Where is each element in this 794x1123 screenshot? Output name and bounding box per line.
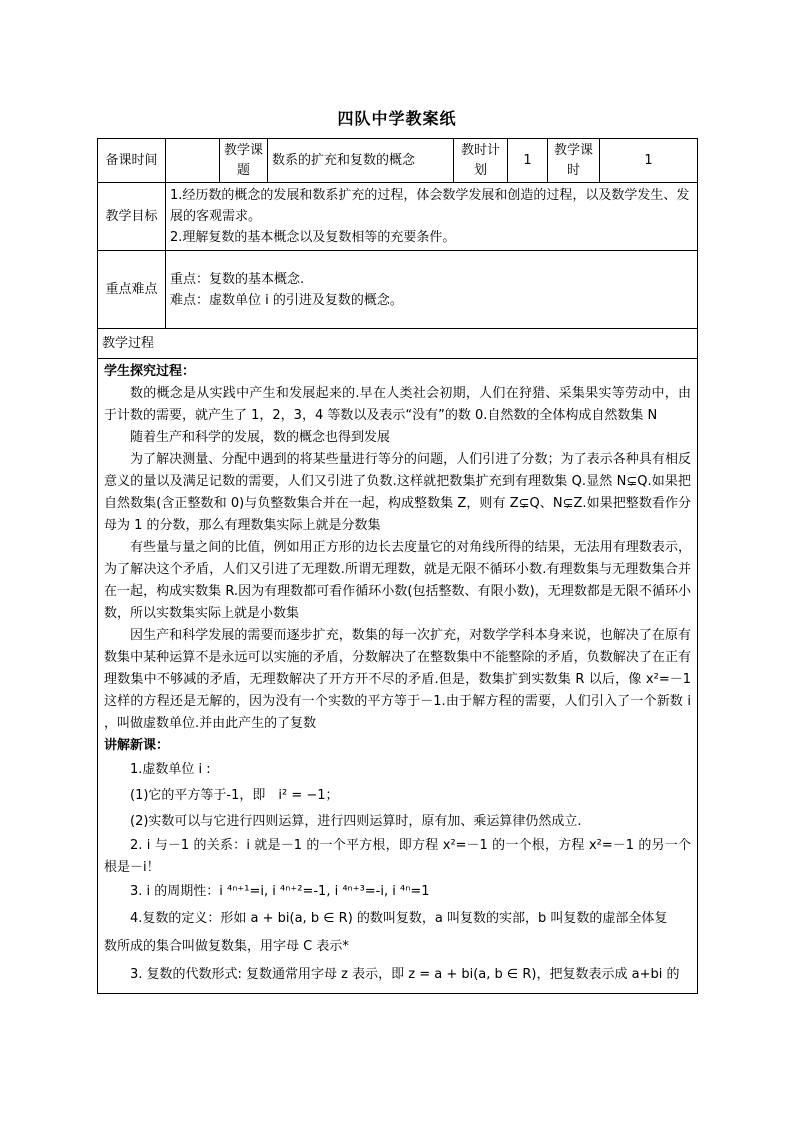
process-label: 教学过程 — [98, 329, 698, 359]
header-row — [98, 139, 698, 183]
new-lesson-item: 4.复数的定义：形如 a + bi(a, b ∈ R) 的数叫复数，a 叫复数的实部，b 叫复数的虚部全体复 — [130, 911, 668, 926]
goals-row — [98, 183, 698, 251]
explore-paragraph: 为了解决测量、分配中遇到的将某些量进行等分的问题，人们引进了分数；为了表示各种具有相反意义的量以及满足记数的需要，人们又引进了负数.这样就把数集扩充到有理数集 Q.显然 N⊊Q.如果把自然数集(含正整数和 0)与负整数集合并在一起，构成整数集 Z，则有 Z⊊Q、N⊊Z.如果把整数看作分母为 1 的分数，那么有理数集实际上就是分数集 — [104, 452, 691, 533]
document-title: 四队中学教案纸 — [337, 109, 457, 128]
new-lesson-item: (2)实数可以与它进行四则运算，进行四则运算时，原有加、乘运算律仍然成立. — [130, 814, 582, 829]
new-lesson-item: 3. i 的周期性：i ⁴ⁿ⁺¹=i, i ⁴ⁿ⁺²=-1, i ⁴ⁿ⁺³=-i, i ⁴ⁿ=1 — [130, 884, 430, 899]
explore-paragraph: 因生产和科学发展的需要而逐步扩充，数集的每一次扩充，对数学学科本身来说，也解决了在原有数集中某种运算不是永远可以实施的矛盾，分数解决了在整数集中不能整除的矛盾，负数解决了在正有理数集中不够减的矛盾，无理数解决了开方开不尽的矛盾.但是，数集扩到实数集 R 以后，像 x²=－1 这样的方程还是无解的，因为没有一个实数的平方等于－1.由于解方程的需要，人们引入了一个新数 i ，叫做虚数单位.并由此产生的了复数 — [104, 628, 691, 731]
explore-paragraph: 数的概念是从实践中产生和发展起来的.早在人类社会初期，人们在狩猎、采集果实等劳动中，由于计数的需要，就产生了 1，2，3，4 等数以及表示“没有”的数 0.自然数的全体构成自然数集 N — [104, 386, 691, 423]
explore-heading: 学生探究过程： — [104, 364, 196, 379]
new-lesson-item: 1.虚数单位 i : — [130, 762, 211, 777]
goals-content — [166, 183, 698, 251]
topic-value: 数系的扩充和复数的概念 — [268, 139, 454, 183]
plan-hours-label: 教时计划 — [454, 139, 508, 183]
new-lesson-heading: 讲解新课： — [104, 738, 170, 753]
process-content-row — [98, 359, 698, 994]
prep-time-label: 备课时间 — [98, 139, 166, 183]
focus-text: 重点：复数的基本概念. — [170, 271, 305, 287]
goals-label: 教学目标 — [98, 183, 166, 251]
new-lesson-item: (1)它的平方等于-1，即 i² = −1； — [130, 788, 339, 803]
prep-time-value — [166, 139, 220, 183]
process-content — [98, 359, 698, 994]
key-points-content — [166, 251, 698, 329]
key-points-label: 重点难点 — [98, 251, 166, 329]
difficulty-text: 难点：虚数单位 i 的引进及复数的概念。 — [170, 292, 403, 308]
new-lesson-item: 数所成的集合叫做复数集，用字母 C 表示* — [104, 939, 349, 954]
new-lesson-item: 3. 复数的代数形式: 复数通常用字母 z 表示，即 z = a + bi(a, b ∈ R)，把复数表示成 a+bi 的 — [130, 967, 680, 982]
plan-hours-value: 1 — [508, 139, 548, 183]
key-points-row — [98, 251, 698, 329]
lesson-hours-label: 教学课时 — [548, 139, 600, 183]
lesson-hours-value: 1 — [600, 139, 698, 183]
explore-paragraph: 随着生产和科学的发展，数的概念也得到发展 — [130, 430, 391, 445]
process-label-row — [98, 329, 698, 359]
new-lesson-item: 2. i 与－1 的关系：i 就是－1 的一个平方根，即方程 x²=－1 的一个根，方程 x²=－1 的另一个根是－i！ — [104, 838, 691, 875]
explore-paragraph: 有些量与量之间的比值，例如用正方形的边长去度量它的对角线所得的结果，无法用有理数表示，为了解决这个矛盾，人们又引进了无理数.所谓无理数，就是无限不循环小数.有理数集与无理数集合并在一起，构成实数集 R.因为有理数都可看作循环小数(包括整数、有限小数)，无理数都是无限不循环小数，所以实数集实际上就是小数集 — [104, 540, 691, 621]
lesson-plan-table — [97, 138, 698, 994]
goal-item: 2.理解复数的基本概念以及复数相等的充要条件。 — [170, 230, 456, 245]
goal-item: 1.经历数的概念的发展和数系扩充的过程，体会数学发展和创造的过程，以及数学发生、发展的客观需求。 — [170, 188, 690, 224]
topic-label: 教学课题 — [220, 139, 268, 183]
